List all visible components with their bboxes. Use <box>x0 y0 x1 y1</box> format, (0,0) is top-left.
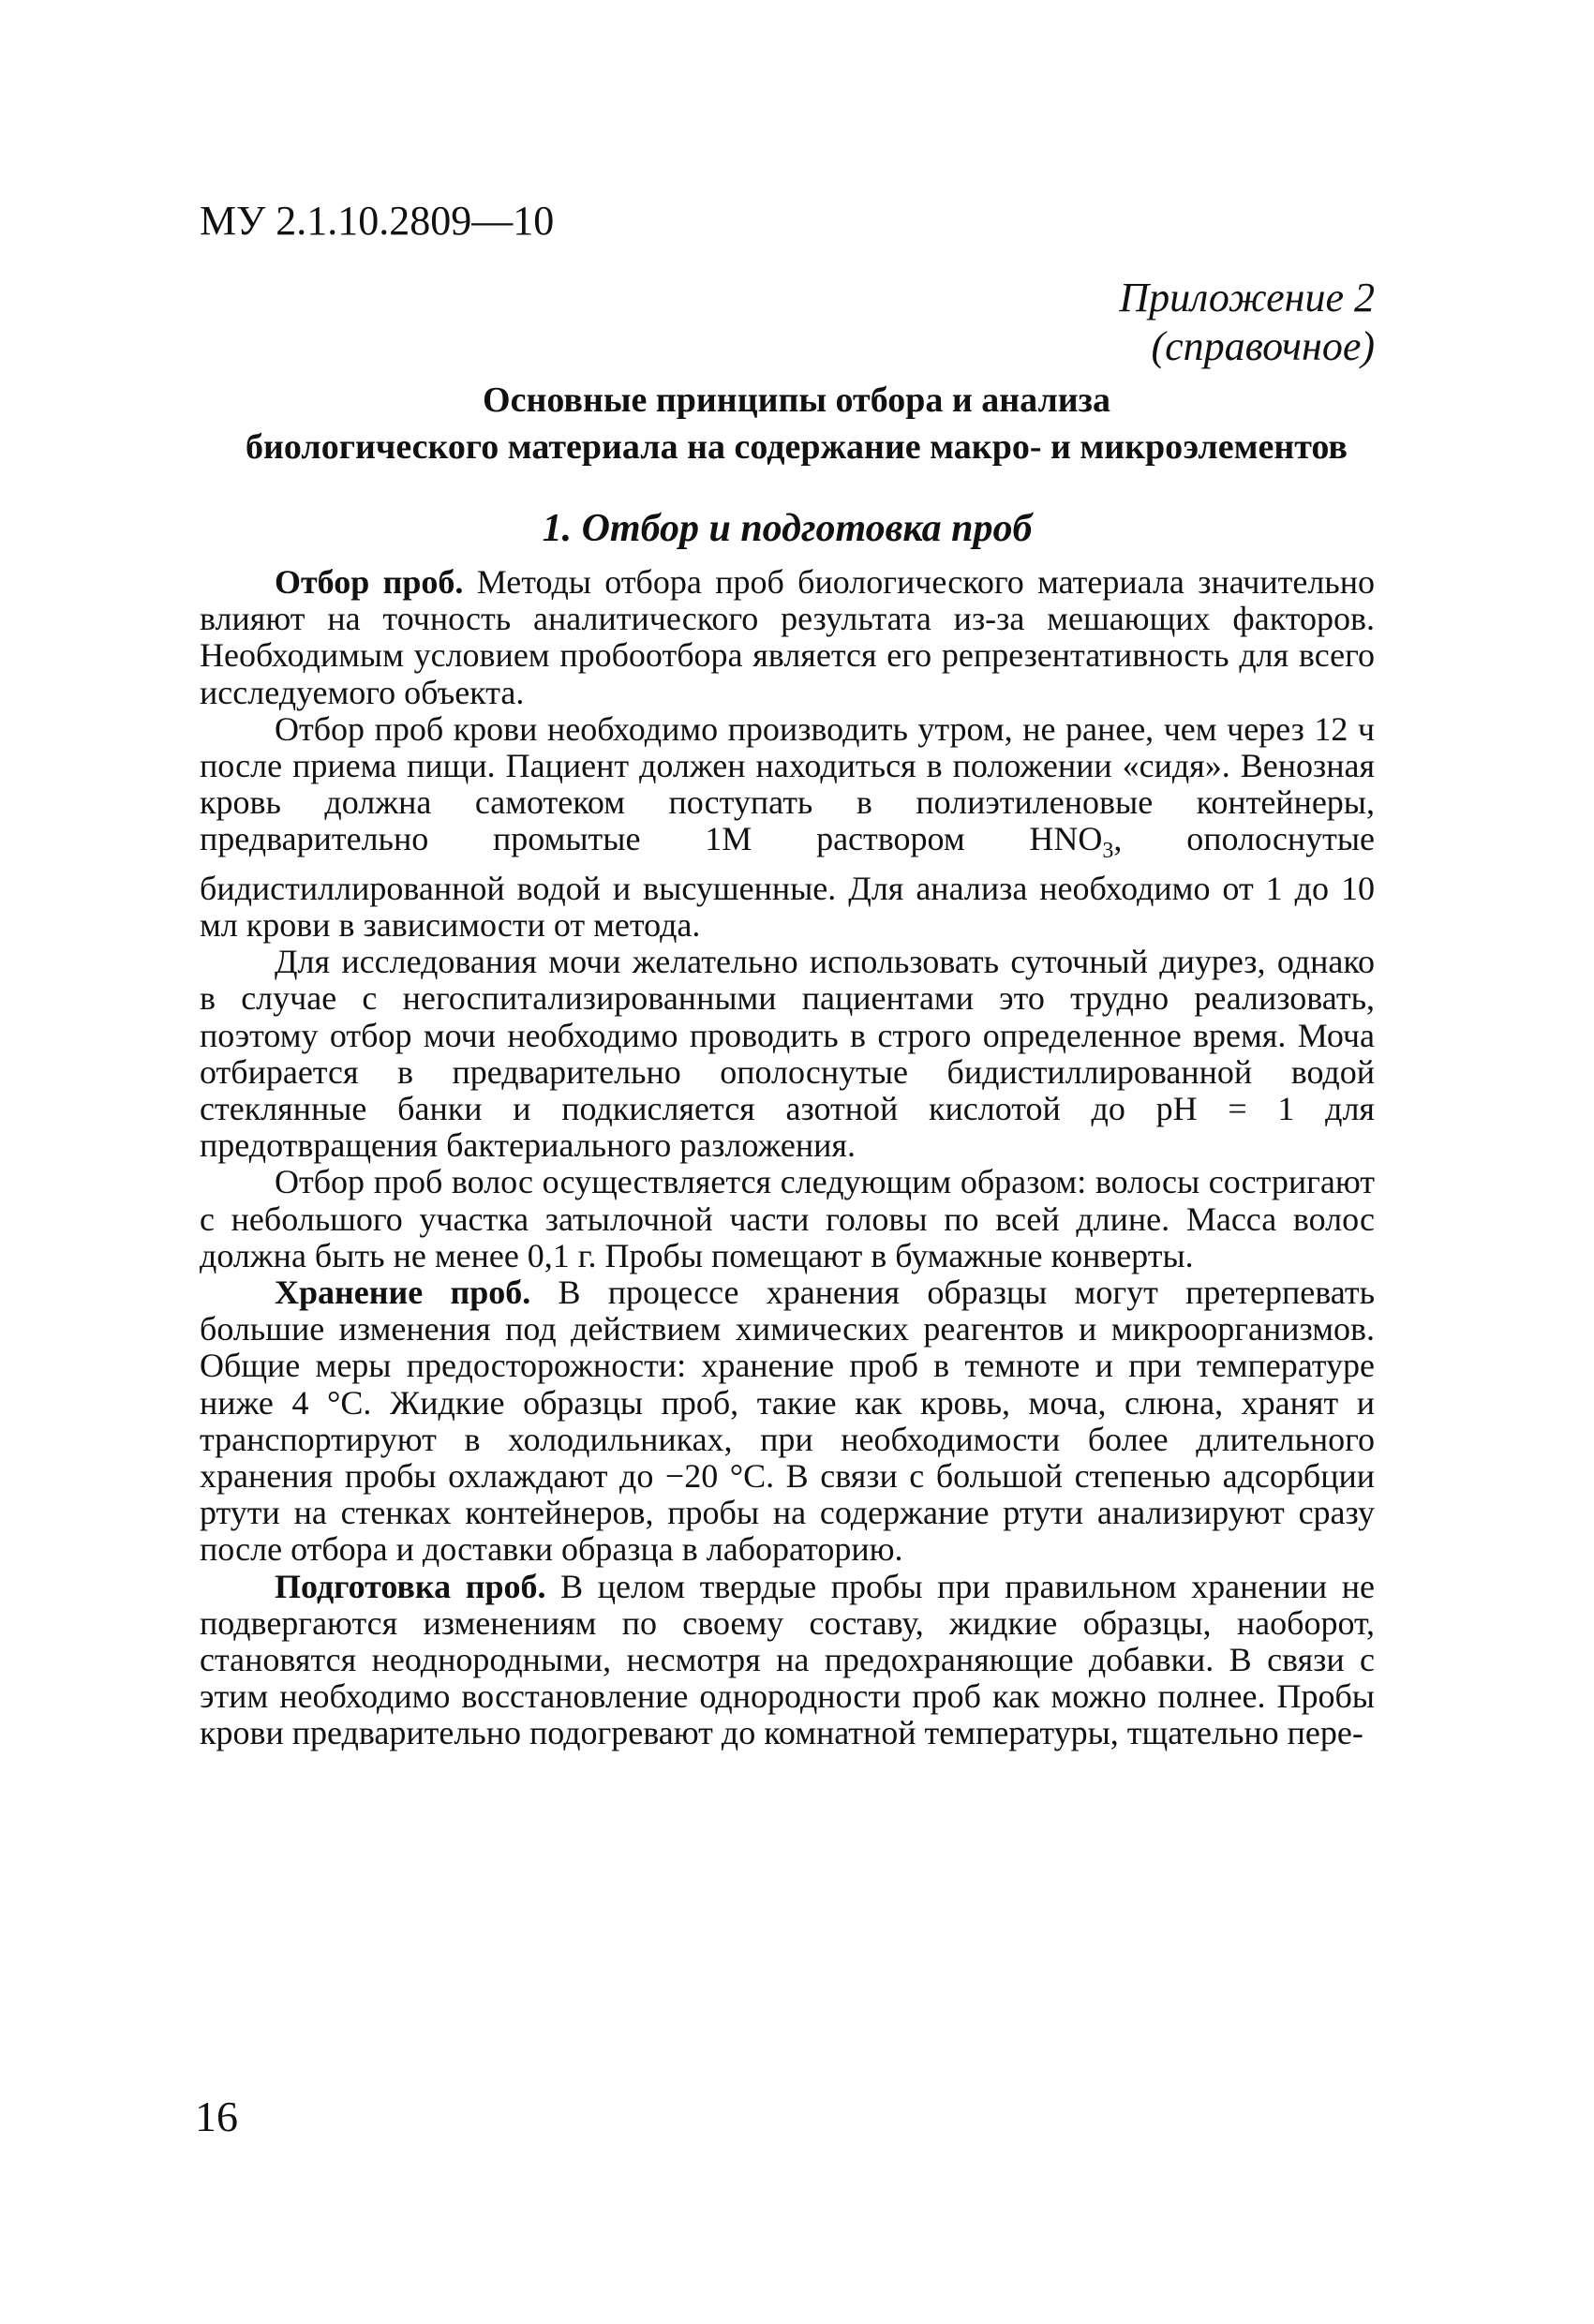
paragraph-text: , ополоснутые бидистиллированной водой и высушенные. Для анализа необходимо от 1 до 10 мл крови в зависимости от метода. <box>200 820 1376 945</box>
appendix-number: Приложение 2 <box>1119 275 1375 320</box>
page-number: 16 <box>195 2093 238 2140</box>
body-text <box>200 564 1375 1752</box>
page-title <box>141 377 1452 470</box>
run-in-heading-storage: Хранение проб. <box>275 1274 531 1312</box>
paragraph-text: Методы отбора проб биологического материала значительно влияют на точность аналитического результата из-за мешающих факторов. Необходимым условием пробоотбора является его репрезентативность для всего исследуемого объекта. <box>200 563 1375 711</box>
chemical-subscript: 3 <box>1102 839 1114 864</box>
appendix-label <box>1119 274 1375 371</box>
appendix-type: (справочное) <box>1151 323 1375 369</box>
paragraph-text: Отбор проб волос осуществляется следующим образом: волосы состригают с небольшого участка затылочной части головы по всей длине. Масса волос должна быть не менее 0,1 г. Пробы помещают в бумажные конверты. <box>200 1163 1375 1274</box>
paragraph-preparation <box>200 1569 1375 1752</box>
page-title-line-2: биологического материала на содержание макро- и микроэлементов <box>246 427 1348 467</box>
run-in-heading-sampling: Отбор проб. <box>275 563 464 601</box>
paragraph-blood <box>200 711 1375 944</box>
page-title-line-1: Основные принципы отбора и анализа <box>483 380 1110 420</box>
document-code: МУ 2.1.10.2809—10 <box>200 198 555 244</box>
paragraph-text: Отбор проб крови необходимо производить утром, не ранее, чем через 12 ч после приема пищи. Пациент должен находиться в положении «сидя». Венозная кровь должна самотеком поступать в полиэтиленовые контейнеры, предварительно промытые 1М раствором HNO <box>200 709 1375 858</box>
paragraph-sampling <box>200 564 1375 711</box>
paragraph-urine <box>200 944 1375 1164</box>
paragraph-text: В процессе хранения образцы могут претерпевать большие изменения под действием химических реагентов и микроорганизмов. Общие меры предосторожности: хранение проб в темноте и при температуре ниже 4 °С. Жидкие образцы проб, такие как кровь, моча, слюна, хранят и транспортируют в холодильниках, при необходимости более длительного хранения пробы охлаждают до −20 °С. В связи с большой степенью адсорбции ртути на стенках контейнеров, пробы на содержание ртути анализируют сразу после отбора и доставки образца в лабораторию. <box>200 1274 1375 1569</box>
paragraph-text: В целом твердые пробы при правильном хранении не подвергаются изменениям по своему составу, жидкие образцы, наоборот, становятся неоднородными, несмотря на предохраняющие добавки. В связи с этим необходимо восстановление однородности проб как можно полнее. Пробы крови предварительно подогревают до комнатной температуры, тщательно пере- <box>200 1567 1375 1752</box>
run-in-heading-preparation: Подготовка проб. <box>275 1567 546 1605</box>
paragraph-text: Для исследования мочи желательно использовать суточный диурез, однако в случае с негоспитализированными пациентами это трудно реализовать, поэтому отбор мочи необходимо проводить в строго определенное время. Моча отбирается в предварительно ополоснутые бидистиллированной водой стеклянные банки и подкисляется азотной кислотой до рН = 1 для предотвращения бактериального разложения. <box>200 943 1375 1165</box>
paragraph-hair <box>200 1164 1375 1274</box>
section-heading: 1. Отбор и подготовка проб <box>542 507 1033 550</box>
paragraph-storage <box>200 1274 1375 1569</box>
